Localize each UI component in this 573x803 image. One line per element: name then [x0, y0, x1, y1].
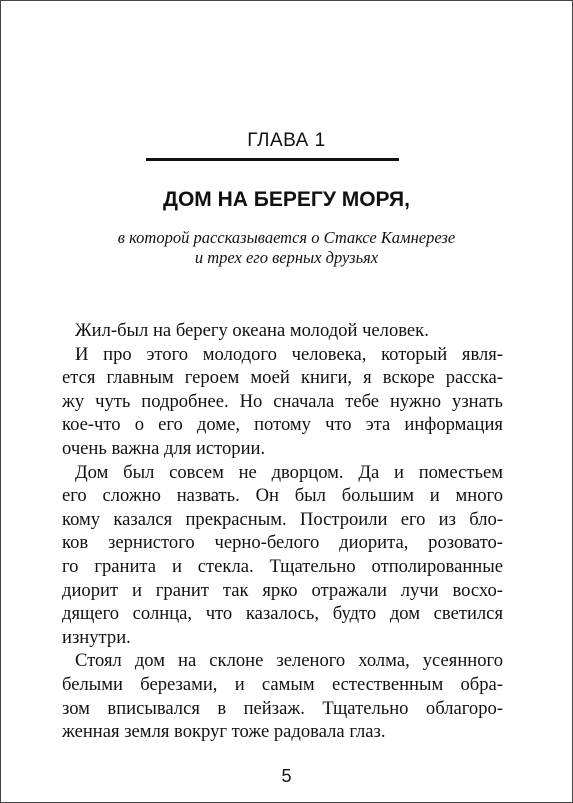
subtitle-line: и трех его верных друзьях: [194, 248, 379, 267]
text-line: очень важна для истории.: [62, 437, 266, 459]
text-line: ков зернистого черно-белого диорита, розовато-: [62, 532, 503, 554]
text-line: изнутри.: [62, 626, 131, 648]
text-line: дящего солнца, что казалось, будто дом светился: [62, 603, 503, 625]
text-line: кое-что о его доме, потому что эта информация: [62, 414, 503, 436]
text-line: Стоял дом на склоне зеленого холма, усеянного: [75, 650, 503, 672]
chapter-label: ГЛАВА 1: [247, 130, 326, 151]
text-line: диорит и гранит так ярко отражали лучи восхо-: [62, 579, 503, 601]
paragraph: [62, 461, 503, 650]
chapter-divider: [146, 158, 399, 161]
text-line: ется главным героем моей книги, я вскоре расска-: [62, 367, 503, 389]
text-line: И про этого молодого человека, который явля-: [75, 343, 503, 365]
text-line: го гранита и стекла. Тщательно отполированные: [62, 555, 503, 577]
paragraph: [62, 343, 503, 461]
chapter-body: [62, 319, 503, 744]
chapter-subtitle: [0, 228, 573, 268]
text-line: белыми березами, и самым естественным обра-: [62, 673, 503, 695]
paragraph: [62, 649, 503, 743]
text-line: его сложно назвать. Он был большим и много: [62, 485, 503, 507]
page-number: 5: [281, 766, 292, 786]
chapter-title: ДОМ НА БЕРЕГУ МОРЯ,: [163, 188, 410, 211]
text-line: зом вписывался в пейзаж. Тщательно облагоро-: [62, 697, 503, 719]
text-line: жу чуть подробнее. Но сначала тебе нужно узнать: [62, 390, 503, 412]
text-line: женная земля вокруг тоже радовала глаз.: [62, 721, 386, 743]
text-line: Жил-был на берегу океана молодой человек.: [75, 320, 429, 341]
text-line: Дом был совсем не дворцом. Да и поместьем: [75, 461, 503, 483]
subtitle-line: в которой рассказывается о Стаксе Камнерезе: [117, 228, 456, 247]
paragraph: [62, 319, 503, 343]
text-line: кому казался прекрасным. Построили его из бло-: [62, 508, 503, 530]
